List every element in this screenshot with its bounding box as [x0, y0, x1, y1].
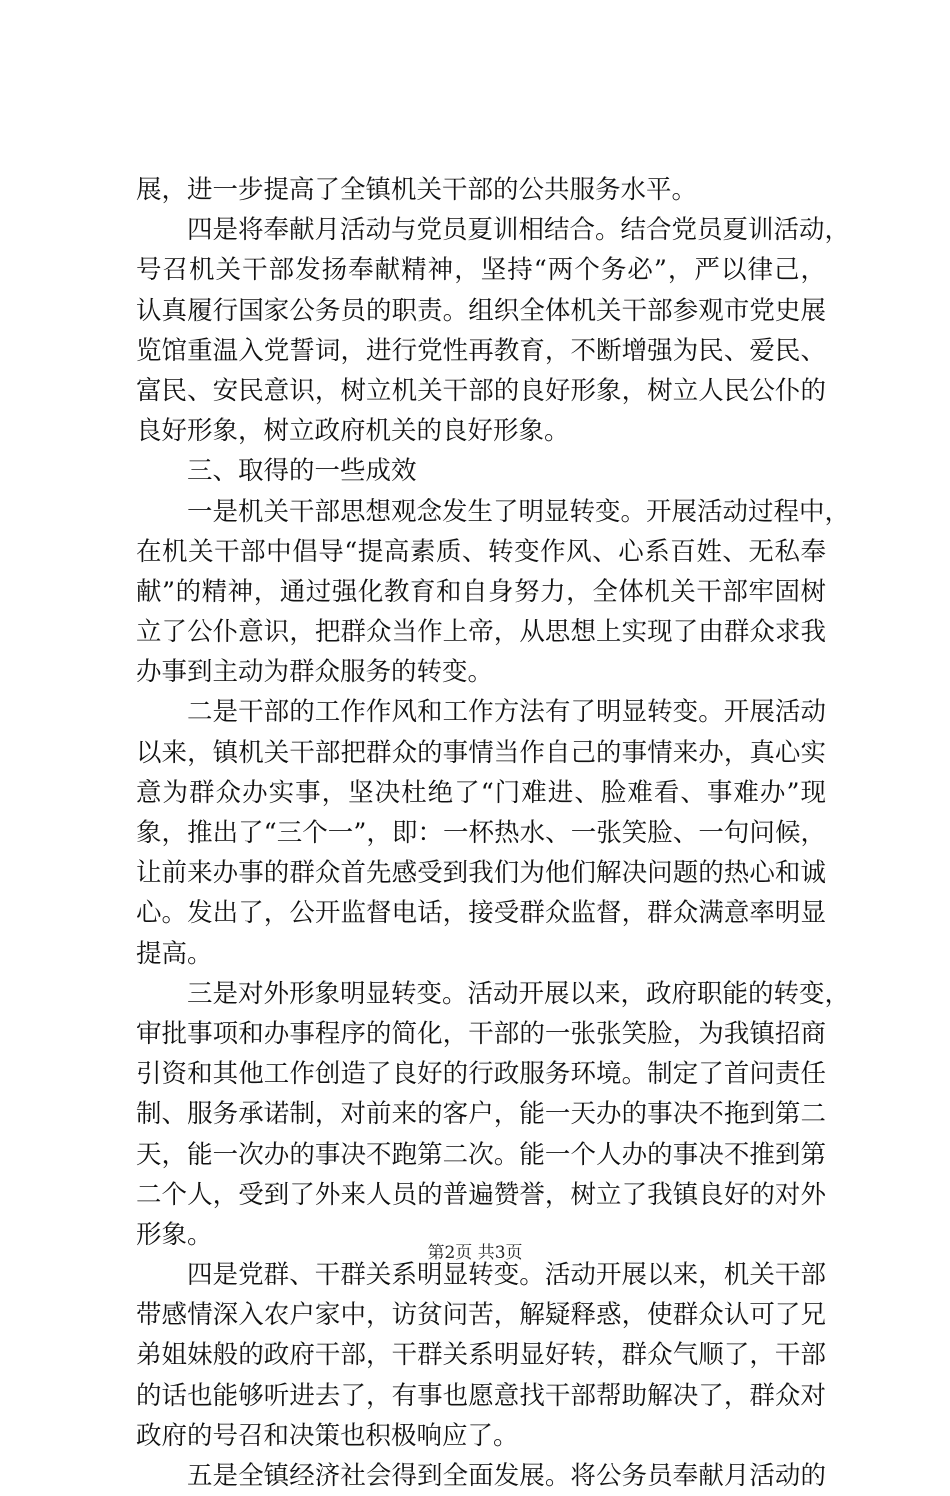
text-line: 形象。 — [136, 1219, 213, 1250]
text-line: 制、服务承诺制，对前来的客户，能一天办的事决不拖到第二 — [136, 1099, 826, 1130]
text-line: 四是将奉献月活动与党员夏训相结合。结合党员夏训活动， — [187, 215, 851, 246]
text-line: 以来，镇机关干部把群众的事情当作自己的事情来办，真心实 — [136, 737, 826, 768]
text-line: 天，能一次办的事决不跑第二次。能一个人办的事决不推到第 — [136, 1139, 826, 1170]
text-line: 意为群众办实事，坚决杜绝了“门难进、脸难看、事难办”现 — [136, 777, 826, 808]
text-line: 号召机关干部发扬奉献精神，坚持“两个务必”，严以律己， — [136, 255, 826, 286]
text-line: 提高。 — [136, 938, 213, 969]
text-line: 引资和其他工作创造了良好的行政服务环境。制定了首问责任 — [136, 1059, 826, 1090]
text-line: 富民、安民意识，树立机关干部的良好形象，树立人民公仆的 — [136, 375, 826, 406]
text-line: 审批事项和办事程序的简化，干部的一张张笑脸，为我镇招商 — [136, 1018, 826, 1049]
text-line: 五是全镇经济社会得到全面发展。将公务员奉献月活动的 — [187, 1461, 826, 1491]
text-line: 政府的号召和决策也积极响应了。 — [136, 1420, 519, 1451]
document-body — [136, 170, 851, 1496]
text-line: 一是机关干部思想观念发生了明显转变。开展活动过程中， — [187, 496, 851, 527]
text-line: 良好形象，树立政府机关的良好形象。 — [136, 416, 570, 447]
text-line: 四是党群、干群关系明显转变。活动开展以来，机关干部 — [187, 1260, 826, 1291]
text-line: 心。发出了，公开监督电话，接受群众监督，群众满意率明显 — [136, 898, 826, 929]
text-line: 认真履行国家公务员的职责。组织全体机关干部参观市党史展 — [136, 295, 826, 326]
text-line: 弟姐妹般的政府干部，干群关系明显好转，群众气顺了，干部 — [136, 1340, 826, 1371]
text-line: 献”的精神，通过强化教育和自身努力，全体机关干部牢固树 — [136, 576, 826, 607]
text-line: 二个人，受到了外来人员的普遍赞誉，树立了我镇良好的对外 — [136, 1179, 826, 1210]
text-line: 的话也能够听进去了，有事也愿意找干部帮助解决了，群众对 — [136, 1380, 826, 1411]
text-line: 象，推出了“三个一”，即：一杯热水、一张笑脸、一句问候， — [136, 818, 826, 848]
text-line: 三、取得的一些成效 — [187, 456, 417, 487]
text-line: 办事到主动为群众服务的转变。 — [136, 657, 494, 688]
page-footer: 第2页 共3页 — [427, 1243, 523, 1263]
text-line: 三是对外形象明显转变。活动开展以来，政府职能的转变， — [187, 978, 851, 1009]
text-line: 在机关干部中倡导“提高素质、转变作风、心系百姓、无私奉 — [136, 536, 826, 567]
text-line: 二是干部的工作作风和工作方法有了明显转变。开展活动 — [187, 697, 826, 728]
text-line: 展，进一步提高了全镇机关干部的公共服务水平。 — [136, 175, 698, 205]
text-line: 让前来办事的群众首先感受到我们为他们解决问题的热心和诚 — [136, 858, 826, 889]
text-line: 览馆重温入党誓词，进行党性再教育，不断增强为民、爱民、 — [136, 335, 826, 366]
text-line: 带感情深入农户家中，访贫问苦，解疑释惑，使群众认可了兄 — [136, 1300, 826, 1331]
text-line: 立了公仆意识，把群众当作上帝，从思想上实现了由群众求我 — [136, 617, 826, 648]
